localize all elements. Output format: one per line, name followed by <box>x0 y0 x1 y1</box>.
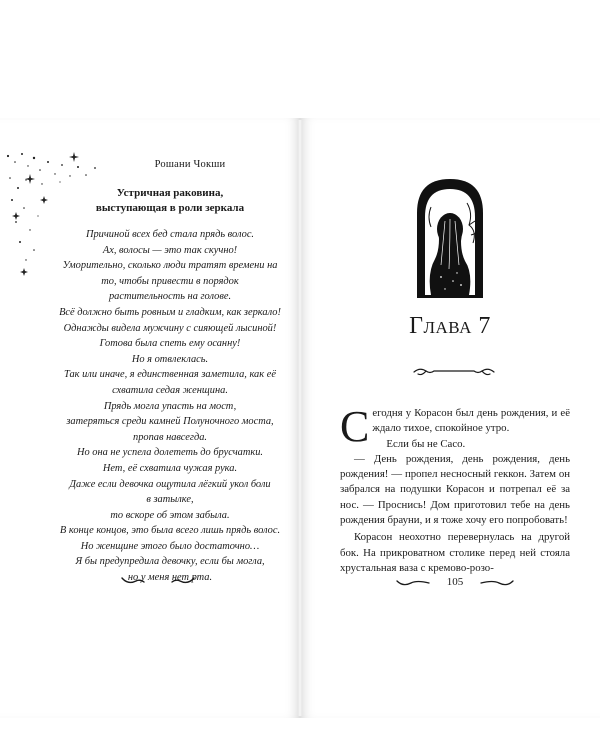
right-page <box>300 118 600 718</box>
poem-line: Но она не успела долететь до брусчатки. <box>76 447 264 459</box>
book-gutter <box>298 120 302 716</box>
poem-line: Всё должно быть ровным и гладким, как зеркало! <box>59 306 281 318</box>
poem-line: Я бы предупредила девочку, если бы могла, <box>75 556 265 568</box>
paragraph: Если бы не Сасо. <box>386 437 466 450</box>
poem-line: Но женщине этого было достаточно… <box>80 540 260 552</box>
poem-line: растительность на голове. <box>108 291 232 303</box>
chapter-ornament-icon <box>408 363 500 379</box>
poem-line: но у меня нет рта. <box>127 572 213 584</box>
folio-ornament-right-icon <box>479 577 515 587</box>
poem-line: Уморительно, сколько люди тратят времени на <box>62 260 278 272</box>
poem-line: затеряться среди камней Полуночного моста, <box>66 416 274 428</box>
poem-line: схватила седая женщина. <box>112 384 228 396</box>
paragraph: Сегодня у Корасон был день рождения, и её ждало тихое, спокойное утро. <box>340 402 570 451</box>
chapter-title: Глава 7 <box>409 313 491 339</box>
poem-line: пропав навсегда. <box>133 431 207 443</box>
paragraph: — День рождения, день рождения, день рождения! — пропел несносный геккон. Затем он забрался на подушки Корасон и потрепал её за нос. — Проснись! Дом приготовил тебе на день рождения брауни, и я тоже хочу его попробовать! <box>340 452 570 527</box>
poem-line: Нет, её схватила чужая рука. <box>102 462 238 474</box>
poem-line: Причиной всех бед стала прядь волос. <box>85 229 255 240</box>
running-head: Рошани Чокши <box>154 159 226 170</box>
paragraph: Корасон неохотно перевернулась на другой бок. На прикроватном столике перед ней стояла хрустальная ваза с кремово-розо- <box>340 531 570 574</box>
page-footer <box>395 574 515 590</box>
poem-title: Устричная раковина, выступающая в роли зеркала <box>95 187 245 214</box>
poem-line: Даже если девочка ощутила лёгкий укол боли <box>69 478 271 490</box>
girl-in-arch-illustration-icon <box>395 173 505 303</box>
poem-line: то, чтобы привести в порядок <box>101 275 239 287</box>
poem-line: в затылке, <box>146 494 194 506</box>
poem-line: Прядь могла упасть на мост, <box>103 400 237 412</box>
page-number: 105 <box>446 576 464 588</box>
poem-line: Ах, волосы — это так скучно! <box>102 244 238 256</box>
poem-line: то вскоре об этом забыла. <box>110 509 230 521</box>
poem-line: В конце концов, это была всего лишь прядь волос. <box>59 525 281 537</box>
poem-line: Однажды видела мужчину с сияющей лысиной! <box>63 322 277 334</box>
drop-cap: С <box>340 402 370 451</box>
chapter-body <box>340 402 570 576</box>
left-page <box>0 118 300 718</box>
poem-line: Готова была спеть ему осанну! <box>99 338 241 350</box>
poem-line: Так или иначе, я единственная заметила, как её <box>64 369 276 381</box>
poem-line: Но я отвлеклась. <box>131 353 209 365</box>
page-ornament-icon <box>118 573 198 587</box>
folio-ornament-left-icon <box>395 577 431 587</box>
poem-text <box>50 227 290 586</box>
